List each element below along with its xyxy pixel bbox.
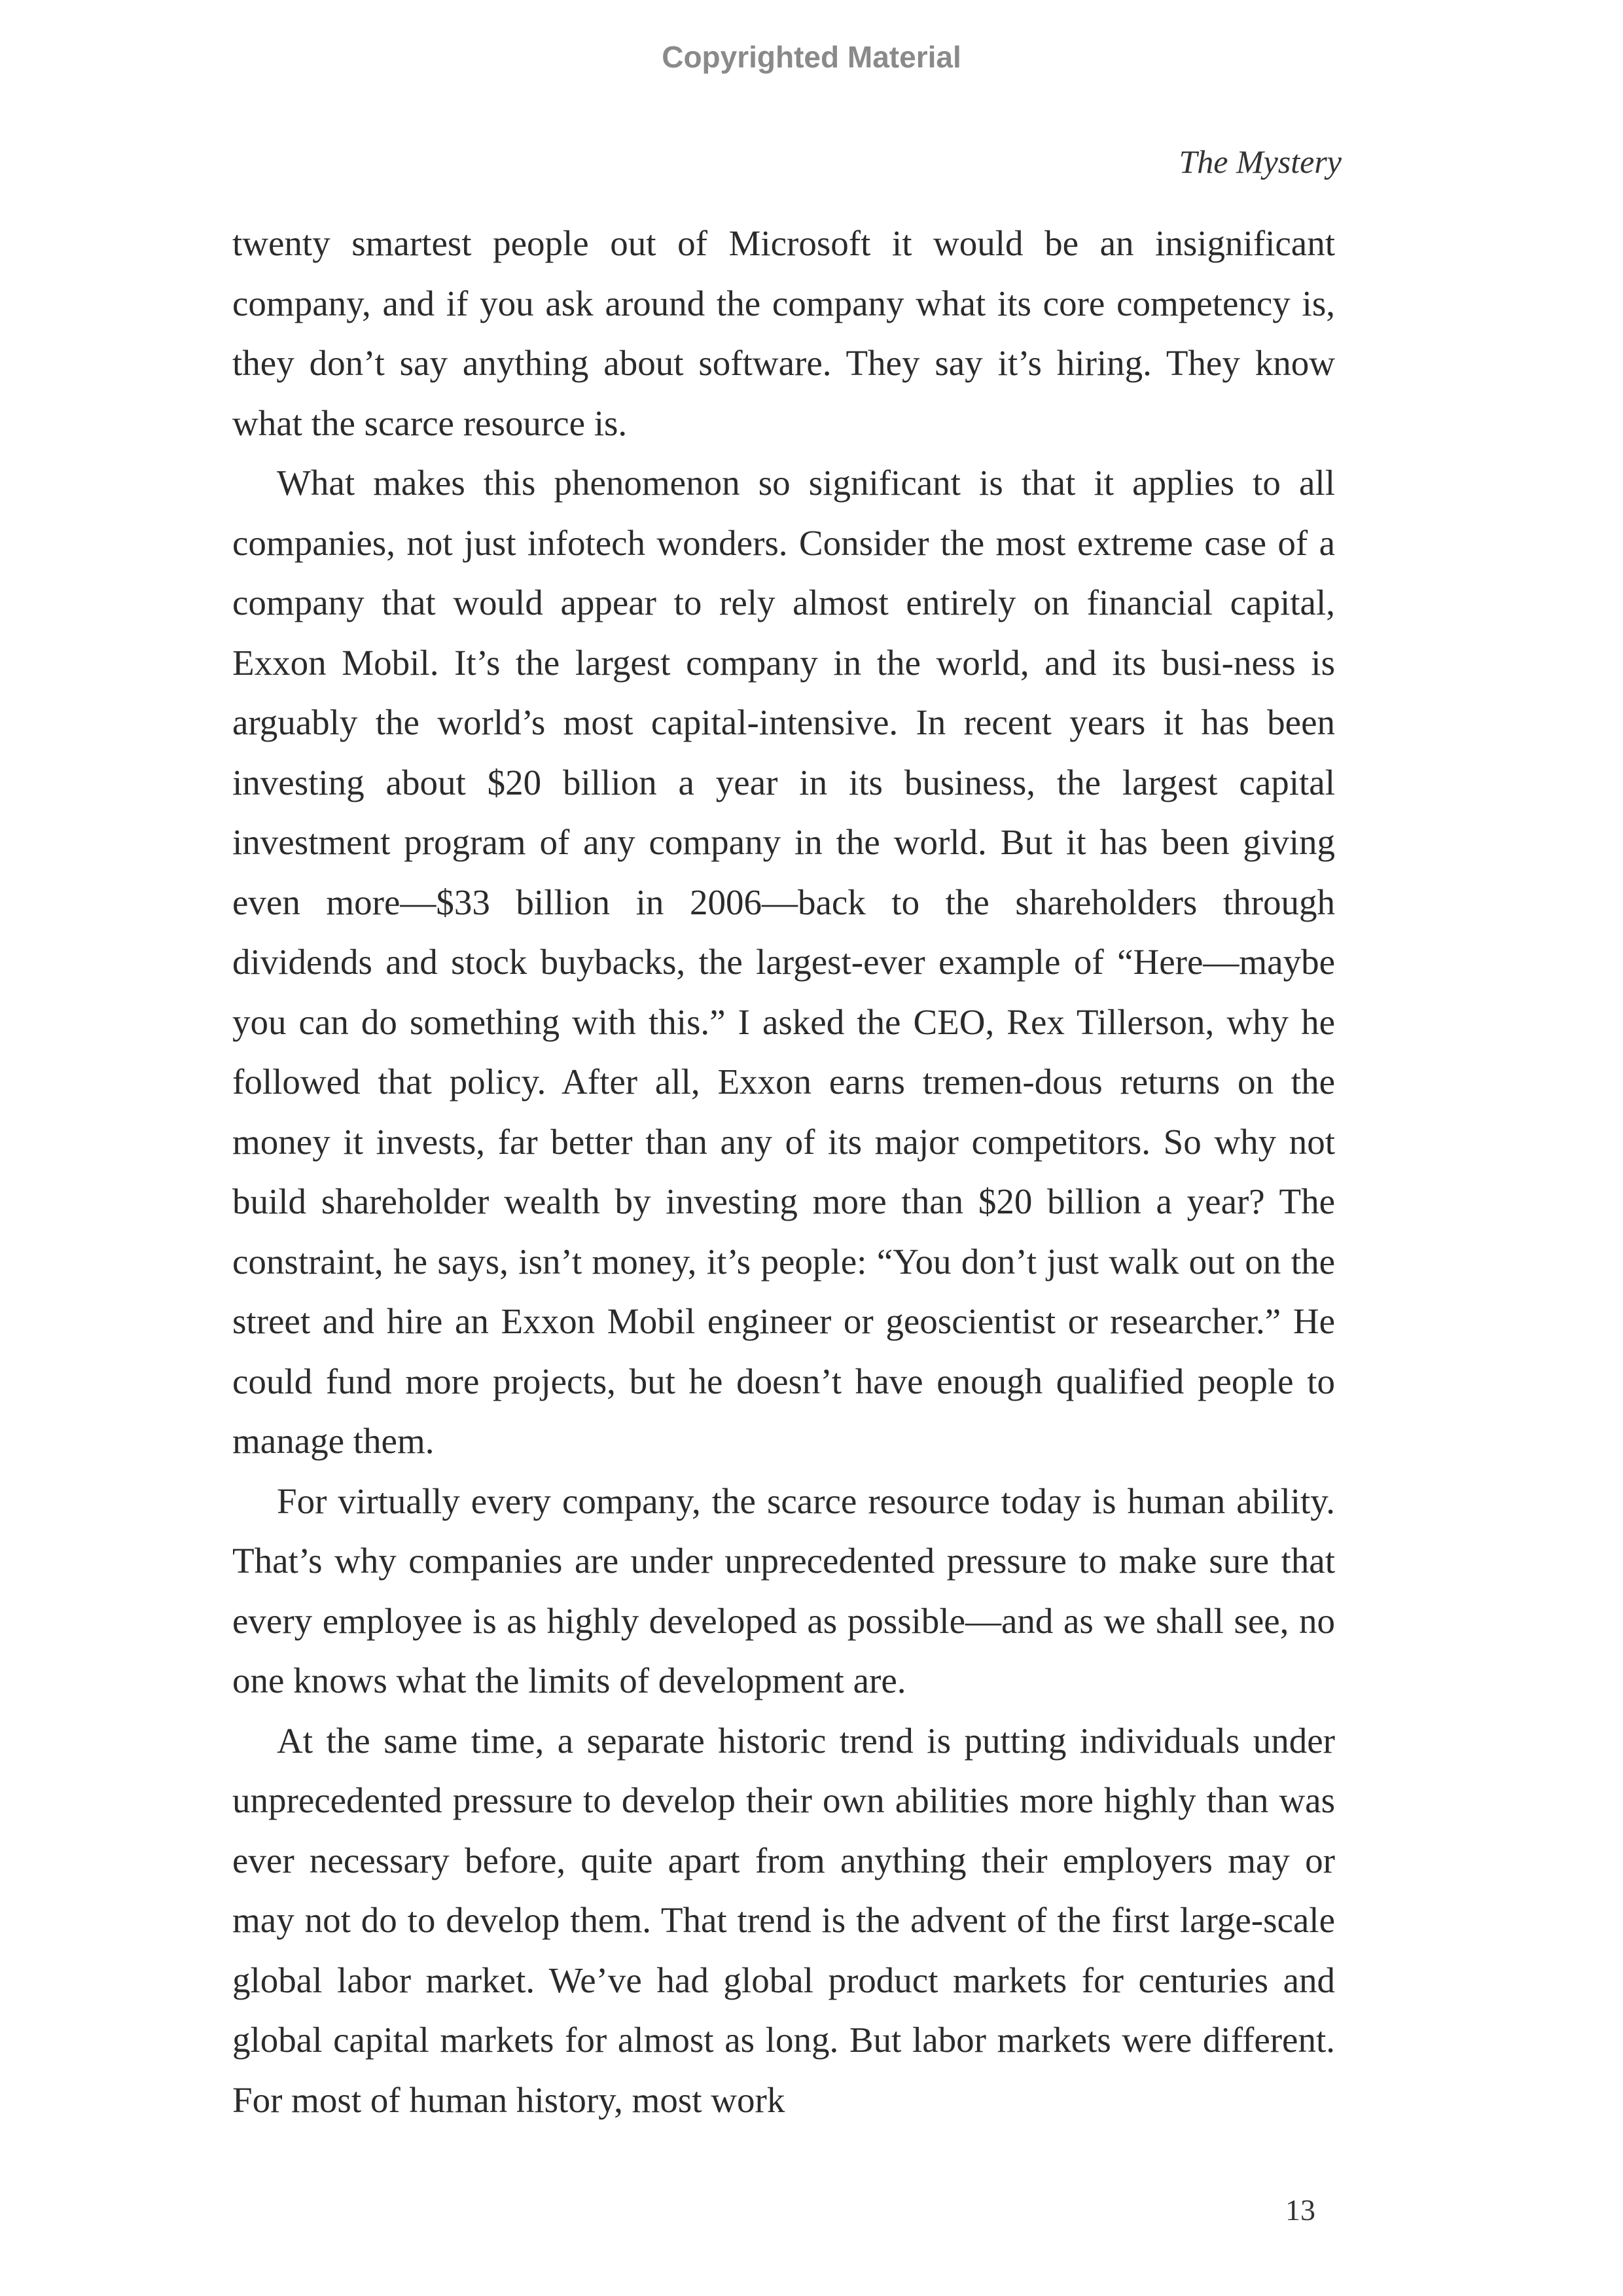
copyright-watermark: Copyrighted Material: [662, 40, 961, 74]
page-number: 13: [1285, 2193, 1315, 2227]
paragraph-2: What makes this phenomenon so significant is that it applies to all companies, not just infotech wonders. Consider the most extreme case of a company that would appear to rely almost entirely on financial capital, Exxon Mobil. It’s the largest company in the world, and its busi-ness is arguably the world’s most capital-intensive. In recent years it has been investing about $20 billion a year in its business, the largest capital investment program of any company in the world. But it has been giving even more—$33 billion in 2006—back to the shareholders through dividends and stock buybacks, the largest-ever example of “Here—maybe you can do something with this.” I asked the CEO, Rex Tillerson, why he followed that policy. After all, Exxon earns tremen-dous returns on the money it invests, far better than any of its major competitors. So why not build shareholder wealth by investing more than $20 billion a year? The constraint, he says, isn’t money, it’s people: “You don’t just walk out on the street and hire an Exxon Mobil engineer or geoscientist or researcher.” He could fund more projects, but he doesn’t have enough qualified people to manage them.: [232, 463, 1335, 1461]
paragraph-3: For virtually every company, the scarce resource today is human ability. That’s why companies are under unprecedented pressure to make sure that every employee is as highly developed as possible—and as we shall see, no one knows what the limits of development are.: [232, 1480, 1335, 1700]
paragraph-4: At the same time, a separate historic trend is putting individuals under unprecedented pressure to develop their own abilities more highly than was ever necessary before, quite apart from anything their employers may or may not do to develop them. That trend is the advent of the first large-scale global labor market. We’ve had global product markets for centuries and global capital markets for almost as long. But labor markets were different. For most of human history, most work: [232, 1720, 1335, 2120]
running-head: The Mystery: [1179, 143, 1342, 180]
body-text: [232, 213, 1335, 2130]
paragraph-1: twenty smartest people out of Microsoft it would be an insignificant company, and if you ask around the company what its core competency is, they don’t say anything about software. They say it’s hiring. They know what the scarce resource is.: [232, 223, 1335, 443]
